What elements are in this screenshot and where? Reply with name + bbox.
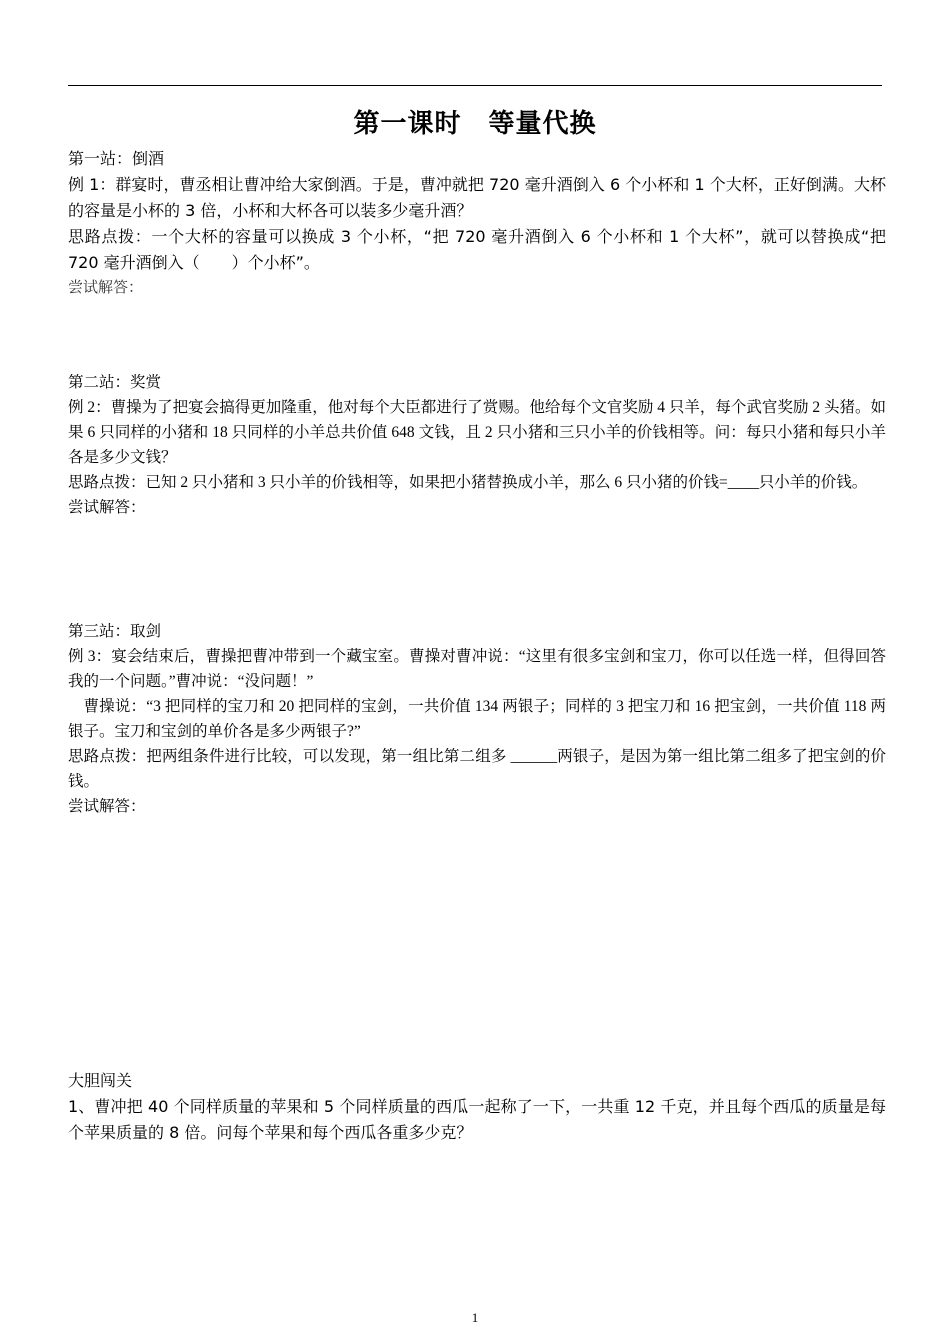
station-3-answer-label: 尝试解答： xyxy=(68,798,146,815)
station-2-answer-label: 尝试解答： xyxy=(68,499,146,516)
header-rule xyxy=(68,85,882,86)
station-2-example: 例 2：曹操为了把宴会搞得更加隆重，他对每个大臣都进行了赏赐。他给每个文官奖励 4 只羊，每个武官奖励 2 头猪。如果 6 只同样的小猪和 18 只同样的小羊总共价值 648 文钱，且 2 只小猪和三只小羊的价钱相等。问：每只小猪和每只小羊各是多少文钱？ xyxy=(68,399,886,466)
challenge-heading: 大胆闯关 xyxy=(68,1071,133,1090)
station-3-hint: 思路点拨：把两组条件进行比较，可以发现，第一组比第二组多 ______两银子，是因为第一组比第二组多了把宝剑的价钱。 xyxy=(68,748,886,790)
station-3-heading: 第三站：取剑 xyxy=(68,623,162,640)
station-1-example: 例 1：群宴时，曹丞相让曹冲给大家倒酒。于是，曹冲就把 720 毫升酒倒入 6 个小杯和 1 个大杯，正好倒满。大杯的容量是小杯的 3 倍，小杯和大杯各可以装多少毫升酒？ xyxy=(68,175,886,220)
station-3-quote: 曹操说：“3 把同样的宝刀和 20 把同样的宝剑，一共价值 134 两银子；同样的 3 把宝刀和 16 把宝剑，一共价值 118 两银子。宝刀和宝剑的单价各是多少两银子?” xyxy=(68,698,886,740)
challenge-section xyxy=(68,1068,886,1146)
station-1-heading: 第一站：倒酒 xyxy=(68,149,165,168)
station-3-example: 例 3：宴会结束后，曹操把曹冲带到一个藏宝室。曹操对曹冲说：“这里有很多宝剑和宝刀，你可以任选一样，但得回答我的一个问题。”曹冲说：“没问题！” xyxy=(68,648,886,690)
page-number: 1 xyxy=(471,1310,479,1325)
station-1-hint: 思路点拨：一个大杯的容量可以换成 3 个小杯，“把 720 毫升酒倒入 6 个小杯和 1 个大杯”，就可以替换成“把 720 毫升酒倒入（ ）个小杯”。 xyxy=(68,227,886,272)
station-1 xyxy=(68,146,886,300)
station-2 xyxy=(68,370,886,520)
station-3 xyxy=(68,619,886,819)
station-2-hint: 思路点拨：已知 2 只小猪和 3 只小羊的价钱相等，如果把小猪替换成小羊，那么 6 只小猪的价钱=____只小羊的价钱。 xyxy=(68,474,868,491)
page-title: 第一课时 等量代换 xyxy=(353,109,597,139)
station-2-heading: 第二站：奖赏 xyxy=(68,374,162,391)
challenge-question-1: 1、曹冲把 40 个同样质量的苹果和 5 个同样质量的西瓜一起称了一下，一共重 12 千克，并且每个西瓜的质量是每个苹果质量的 8 倍。问每个苹果和每个西瓜各重多少克？ xyxy=(68,1097,886,1142)
station-1-answer-label: 尝试解答： xyxy=(68,280,144,296)
